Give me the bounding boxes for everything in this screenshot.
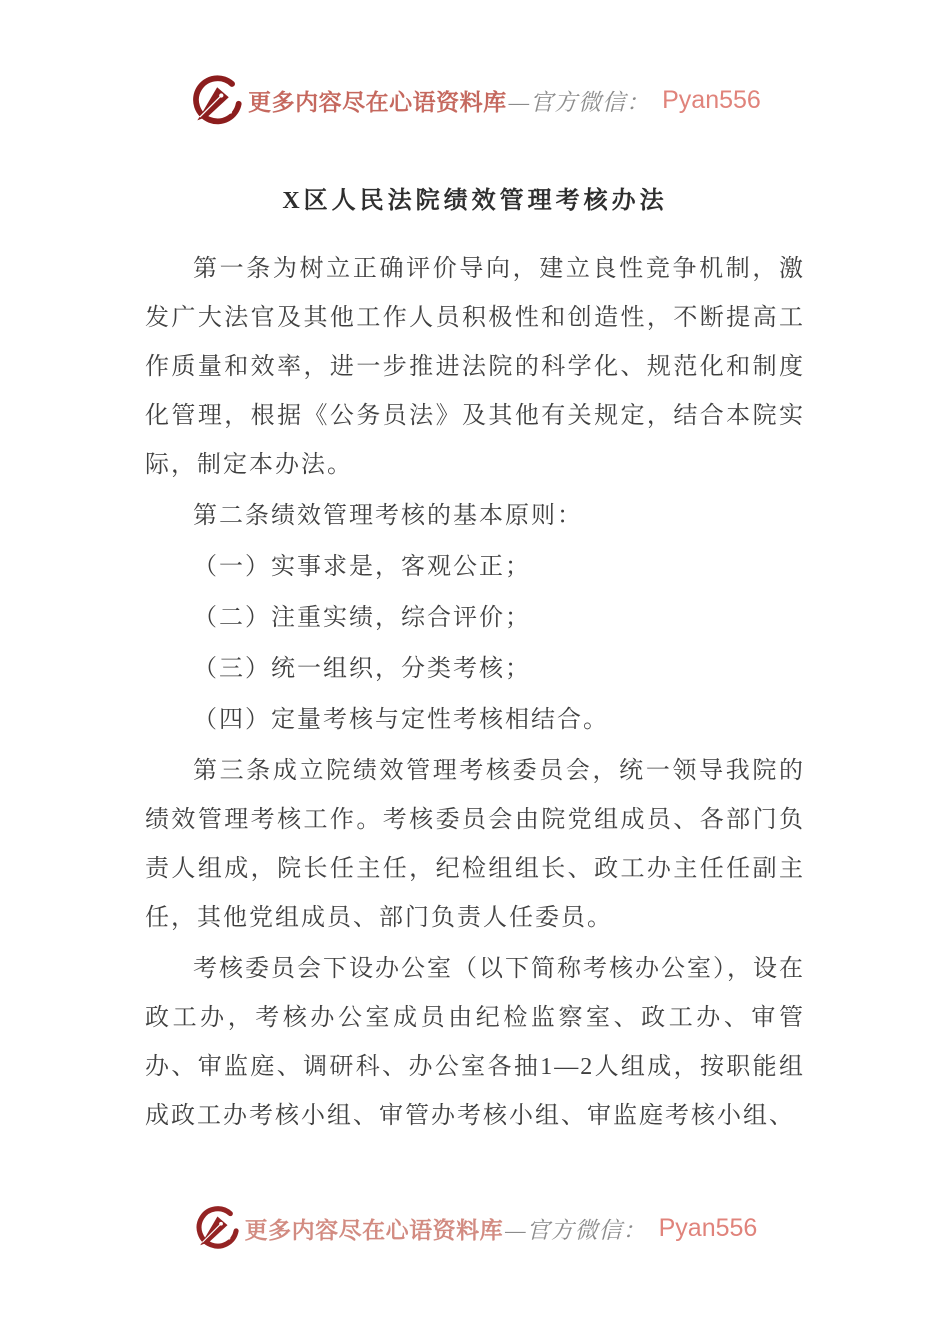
document-title: X区人民法院绩效管理考核办法 bbox=[282, 188, 668, 214]
paragraph-article-3: 第三条成立院绩效管理考核委员会，统一领导我院的绩效管理考核工作。考核委员会由院党组成员、各部门负责人组成，院长任主任，纪检组组长、政工办主任任副主任，其他党组成员、部门负责人任委员。 bbox=[145, 758, 805, 931]
watermark-footer bbox=[0, 1202, 950, 1254]
paragraph-principle-4: （四）定量考核与定性考核相结合。 bbox=[193, 707, 609, 733]
paragraph-article-1: 第一条为树立正确评价导向，建立良性竞争机制，激发广大法官及其他工作人员积极性和创造性，不断提高工作质量和效率，进一步推进法院的科学化、规范化和制度化管理，根据《公务员法》及其他有关规定，结合本院实际，制定本办法。 bbox=[145, 256, 805, 478]
pen-swirl-emblem-icon bbox=[193, 1205, 239, 1251]
document-body bbox=[145, 245, 805, 1143]
watermark-wechat-id: Pyan556 bbox=[658, 1213, 758, 1242]
watermark-wechat-label: —官方微信： bbox=[508, 89, 651, 115]
watermark-brand-text: 更多内容尽在心语资料库 bbox=[248, 89, 507, 115]
watermark-header bbox=[0, 72, 950, 128]
paragraph-article-2: 第二条绩效管理考核的基本原则： bbox=[193, 503, 583, 529]
paragraph-principle-1: （一）实事求是，客观公正； bbox=[193, 554, 531, 580]
watermark-wechat-id: Pyan556 bbox=[662, 85, 761, 114]
paragraph-principle-3: （三）统一组织，分类考核； bbox=[193, 656, 531, 682]
paragraph-assessment-office: 考核委员会下设办公室（以下简称考核办公室），设在政工办，考核办公室成员由纪检监察室、政工办、审管办、审监庭、调研科、办公室各抽1—2人组成，按职能组成政工办考核小组、审管办考核小组、审监庭考核小组、 bbox=[145, 956, 805, 1129]
watermark-wechat-label: —官方微信： bbox=[505, 1217, 647, 1243]
watermark-brand-text: 更多内容尽在心语资料库 bbox=[244, 1217, 504, 1243]
paragraph-principle-2: （二）注重实绩，综合评价； bbox=[193, 605, 531, 631]
pen-swirl-emblem-icon bbox=[189, 74, 242, 127]
